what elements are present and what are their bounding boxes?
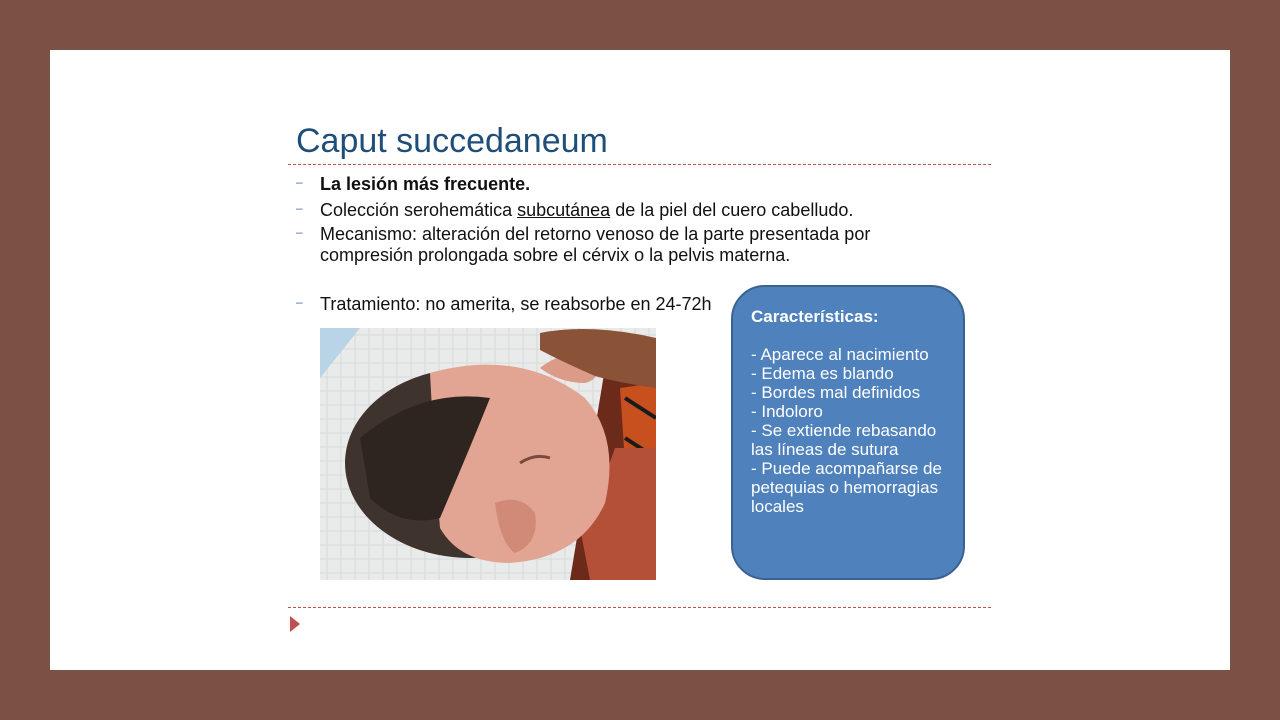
newborn-photo-illustration: [320, 328, 656, 580]
underlined-term: subcutánea: [517, 200, 611, 220]
bullet-text-after: de la piel del cuero cabelludo.: [610, 200, 854, 220]
bullet-dash-icon: –: [296, 201, 303, 215]
footer-divider: [288, 607, 991, 608]
title-divider: [288, 164, 991, 165]
callout-title: Características:: [751, 307, 879, 326]
bullet-text: La lesión más frecuente.: [320, 174, 531, 194]
slide-title: Caput succedaneum: [296, 122, 608, 160]
newborn-photo: [320, 328, 656, 580]
bullet-dash-icon: –: [296, 295, 303, 309]
bullet-text: Tratamiento: no amerita, se reabsorbe en 24-72h: [320, 294, 712, 314]
callout-list: - Aparece al nacimiento - Edema es blando - Bordes mal definidos - Indoloro - Se extiende rebasando las líneas de sutura - Puede acompañarse de petequias o hemorragias locales: [751, 345, 942, 516]
bullet-text-before: Colección serohemática: [320, 200, 518, 220]
bullet-dash-icon: –: [296, 175, 303, 189]
bullet-text: Mecanismo: alteración del retorno venoso de la parte presentada por compresión prolongada sobre el cérvix o la pelvis materna.: [320, 224, 871, 265]
play-arrow-icon: [290, 616, 300, 632]
characteristics-callout: [731, 285, 965, 580]
bullet-text: [320, 200, 960, 221]
slide: [50, 50, 1230, 670]
bullet-dash-icon: –: [296, 225, 303, 239]
